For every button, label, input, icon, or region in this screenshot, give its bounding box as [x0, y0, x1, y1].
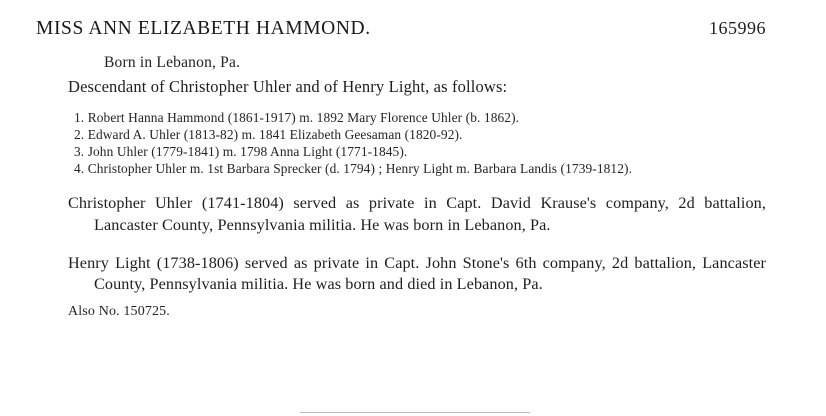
entry-body: [36, 54, 766, 320]
born-line: Born in Lebanon, Pa.: [104, 54, 241, 71]
descendant-line: Descendant of Christopher Uhler and of Henry Light, as follows:: [68, 77, 508, 96]
list-item: 4. Christopher Uhler m. 1st Barbara Sprecker (d. 1794) ; Henry Light m. Barbara Landis (1739-1812).: [74, 161, 633, 177]
entry-number: 165996: [709, 18, 766, 38]
page-divider: [300, 412, 530, 413]
list-item: 3. John Uhler (1779-1841) m. 1798 Anna Light (1771-1845).: [74, 144, 408, 160]
list-item: 2. Edward A. Uhler (1813-82) m. 1841 Elizabeth Geesaman (1820-92).: [74, 127, 463, 143]
lineage-list: [68, 109, 766, 177]
entry-header: [36, 18, 766, 40]
service-paragraph-uhler: Christopher Uhler (1741-1804) served as private in Capt. David Krause's company, 2d battalion, Lancaster County, Pennsylvania militia. He was born in Lebanon, Pa.: [68, 194, 766, 234]
also-number-line: Also No. 150725.: [68, 303, 170, 319]
service-paragraph-light: Henry Light (1738-1806) served as private in Capt. John Stone's 6th company, 2d battalion, Lancaster County, Pennsylvania militia. He was born and died in Lebanon, Pa.: [68, 253, 766, 294]
page-title: MISS ANN ELIZABETH HAMMOND.: [36, 18, 371, 39]
list-item: 1. Robert Hanna Hammond (1861-1917) m. 1892 Mary Florence Uhler (b. 1862).: [74, 110, 520, 125]
